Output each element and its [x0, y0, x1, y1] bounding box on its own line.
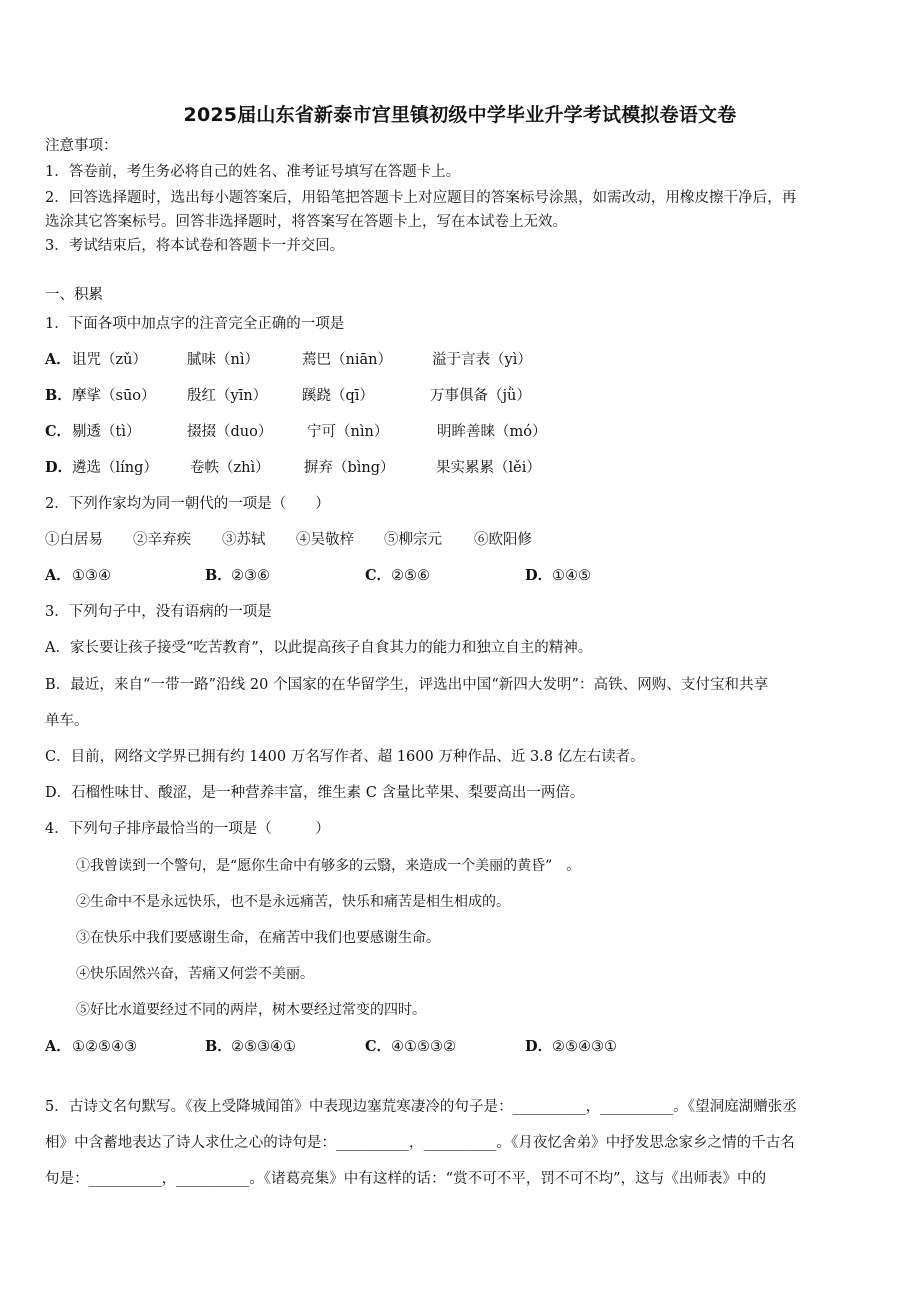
- question-5-line: 相》中含蓄地表达了诗人求仕之心的诗句是：__________，__________。《月夜忆舍弟》中抒发思念家乡之情的千古名: [45, 1135, 795, 1151]
- option-text: ①②⑤④③: [72, 1039, 137, 1055]
- question-4-sentence: ⑤好比水道要经过不同的两岸，树木要经过常变的四时。: [76, 1002, 426, 1018]
- question-4-sentence: ④快乐固然兴奋，苦痛又何尝不美丽。: [76, 966, 314, 982]
- option-word: 卷帙（zhì）: [190, 460, 270, 476]
- option-word: 诅咒（zǔ）: [72, 352, 147, 368]
- question-4-stem: 4．下列句子排序最恰当的一项是（ ）: [45, 821, 330, 837]
- option-text: ②⑤⑥: [391, 568, 430, 584]
- author-item: ⑥欧阳修: [474, 532, 532, 548]
- option-text: ①③④: [72, 568, 111, 584]
- option-word: 蹊跷（qī）: [302, 388, 374, 404]
- option-word: 掇掇（duo）: [187, 424, 273, 440]
- author-item: ③苏轼: [222, 532, 266, 548]
- notice-item: 1．答卷前，考生务必将自己的姓名、准考证号填写在答题卡上。: [45, 164, 461, 180]
- author-item: ⑤柳宗元: [384, 532, 442, 548]
- notice-item: 选涂其它答案标号。回答非选择题时，将答案写在答题卡上，写在本试卷上无效。: [45, 214, 567, 230]
- option-label: C．: [45, 423, 72, 440]
- option-word: 腻味（nì）: [187, 352, 259, 368]
- option-word: 剔透（tì）: [72, 424, 141, 440]
- notice-item: 2．回答选择题时，选出每小题答案后，用铅笔把答题卡上对应题目的答案标号涂黑，如需改动，用橡皮擦干净后，再: [45, 190, 797, 206]
- option-label: A．: [45, 351, 71, 368]
- question-3-option-b: B．最近，来自“一带一路”沿线 20 个国家的在华留学生，评选出中国“新四大发明”：高铁、网购、支付宝和共享: [45, 677, 769, 693]
- question-4-sentence: ②生命中不是永远快乐，也不是永远痛苦，快乐和痛苦是相生相成的。: [76, 894, 510, 910]
- question-5-line: 句是：__________，__________。《诸葛亮集》中有这样的话：“赏不可不平，罚不可不均”，这与《出师表》中的: [45, 1171, 767, 1187]
- option-label: B．: [45, 387, 72, 404]
- question-4-sentence: ①我曾读到一个警句，是“愿你生命中有够多的云翳，来造成一个美丽的黄昏” 。: [76, 858, 581, 874]
- question-1-stem: 1．下面各项中加点字的注音完全正确的一项是: [45, 316, 345, 332]
- option-word: 万事俱备（jǜ）: [430, 388, 531, 404]
- author-item: ④吴敬梓: [296, 532, 354, 548]
- option-label: B．: [205, 1038, 232, 1055]
- question-3-option-c: C．目前，网络文学界已拥有约 1400 万名写作者、超 1600 万种作品、近 3.8 亿左右读者。: [45, 749, 645, 765]
- section-heading: 一、积累: [45, 287, 103, 303]
- option-word: 溢于言表（yì）: [432, 352, 532, 368]
- option-label: B．: [205, 567, 232, 584]
- option-text: ②⑤④③①: [552, 1039, 617, 1055]
- option-text: ②⑤③④①: [231, 1039, 296, 1055]
- option-label: A．: [45, 567, 71, 584]
- option-text: ①④⑤: [552, 568, 591, 584]
- option-word: 殷红（yīn）: [187, 388, 268, 404]
- option-label: D．: [45, 459, 73, 476]
- option-text: ④①⑤③②: [391, 1039, 456, 1055]
- question-3-option-a: A．家长要让孩子接受“吃苦教育”，以此提高孩子自食其力的能力和独立自主的精神。: [45, 640, 593, 656]
- option-word: 摒弃（bìng）: [304, 460, 395, 476]
- option-word: 摩挲（sūo）: [72, 388, 156, 404]
- option-word: 宁可（nìn）: [307, 424, 389, 440]
- option-word: 蔫巴（niān）: [302, 352, 392, 368]
- option-word: 明眸善睐（mó）: [437, 424, 547, 440]
- question-2-stem: 2．下列作家均为同一朝代的一项是（ ）: [45, 496, 330, 512]
- page-title: 2025届山东省新泰市宫里镇初级中学毕业升学考试模拟卷语文卷: [183, 104, 737, 126]
- option-label: D．: [525, 567, 553, 584]
- author-item: ①白居易: [45, 532, 103, 548]
- option-text: ②③⑥: [231, 568, 270, 584]
- question-3-option-d: D．石榴性味甘、酸涩，是一种营养丰富，维生素 C 含量比苹果、梨要高出一两倍。: [45, 785, 585, 801]
- question-5-line: 5．古诗文名句默写。《夜上受降城闻笛》中表现边塞荒寒凄冷的句子是：__________，__________。《望洞庭湖赠张丞: [45, 1099, 797, 1115]
- question-3-stem: 3．下列句子中，没有语病的一项是: [45, 604, 272, 620]
- author-item: ②辛弃疾: [133, 532, 191, 548]
- question-4-sentence: ③在快乐中我们要感谢生命，在痛苦中我们也要感谢生命。: [76, 930, 440, 946]
- notice-heading: 注意事项：: [45, 138, 118, 154]
- option-label: A．: [45, 1038, 71, 1055]
- notice-item: 3．考试结束后，将本试卷和答题卡一并交回。: [45, 238, 345, 254]
- option-label: C．: [365, 567, 392, 584]
- option-label: C．: [365, 1038, 392, 1055]
- option-word: 遴选（líng）: [72, 460, 158, 476]
- option-word: 果实累累（lěi）: [436, 460, 541, 476]
- question-3-option-b-cont: 单车。: [45, 713, 89, 729]
- option-label: D．: [525, 1038, 553, 1055]
